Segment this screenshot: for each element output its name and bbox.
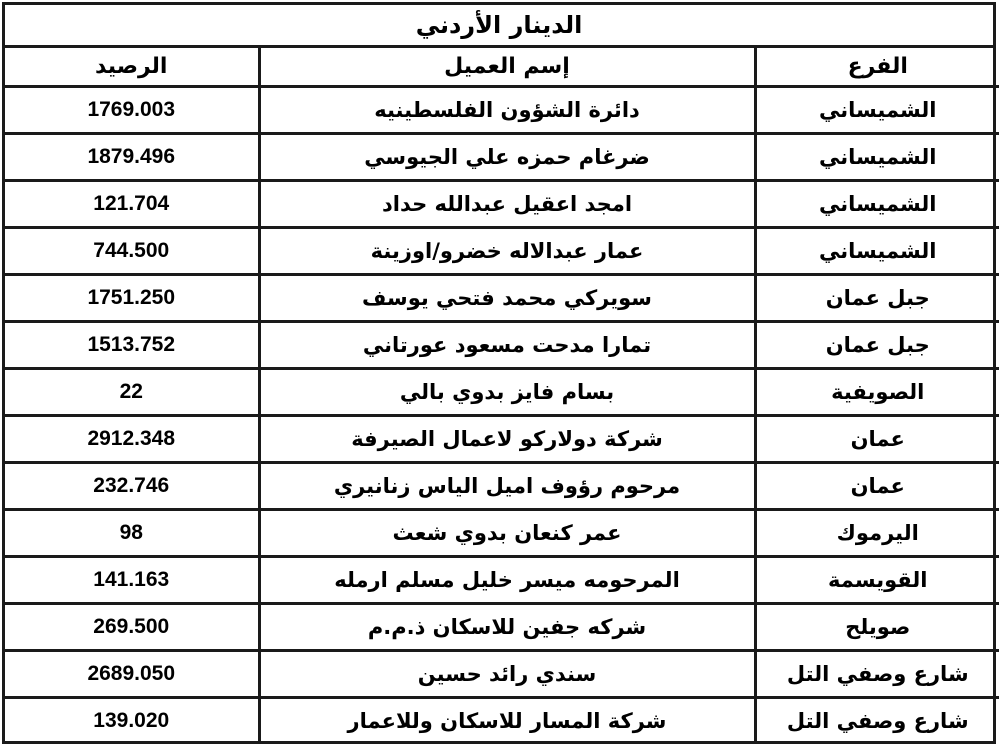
client-name-cell: تمارا مدحت مسعود عورتاني [259,322,755,369]
table-title: الدينار الأردني [5,5,993,48]
client-name-cell: سويركي محمد فتحي يوسف [259,275,755,322]
client-name-cell: دائرة الشؤون الفلسطينيه [259,87,755,134]
balance-cell: 141.163 [5,557,259,604]
balance-cell: 121.704 [5,181,259,228]
table-row [5,228,999,275]
table-row [5,698,999,744]
balance-cell: 139.020 [5,698,259,744]
balance-cell: 269.500 [5,604,259,651]
client-name-cell: سندي رائد حسين [259,651,755,698]
table-row [5,510,999,557]
branch-cell: شارع وصفي التل [755,651,999,698]
header-client-name: إسم العميل [259,48,755,87]
client-name-cell: مرحوم رؤوف اميل الياس زنانيري [259,463,755,510]
client-name-cell: بسام فايز بدوي بالي [259,369,755,416]
table-row [5,181,999,228]
branch-cell: عمان [755,416,999,463]
table-row [5,369,999,416]
balance-cell: 1513.752 [5,322,259,369]
balance-cell: 98 [5,510,259,557]
balance-cell: 1769.003 [5,87,259,134]
branch-cell: جبل عمان [755,322,999,369]
table-row [5,87,999,134]
balance-cell: 1751.250 [5,275,259,322]
header-branch: الفرع [755,48,999,87]
balance-cell: 2689.050 [5,651,259,698]
branch-cell: الشميساني [755,228,999,275]
table-row [5,275,999,322]
branch-cell: الصويفية [755,369,999,416]
branch-cell: اليرموك [755,510,999,557]
client-name-cell: شركة دولاركو لاعمال الصيرفة [259,416,755,463]
table-row [5,134,999,181]
header-row [5,48,999,87]
balance-cell: 22 [5,369,259,416]
branch-cell: صويلح [755,604,999,651]
table-row [5,322,999,369]
client-name-cell: عمار عبدالاله خضرو/اوزينة [259,228,755,275]
branch-cell: جبل عمان [755,275,999,322]
branch-cell: شارع وصفي التل [755,698,999,744]
balances-table [5,48,999,743]
balances-table-sheet [2,2,996,744]
balance-cell: 2912.348 [5,416,259,463]
client-name-cell: شركه جفين للاسكان ذ.م.م [259,604,755,651]
table-row [5,604,999,651]
client-name-cell: ضرغام حمزه علي الجيوسي [259,134,755,181]
client-name-cell: عمر كنعان بدوي شعث [259,510,755,557]
table-row [5,463,999,510]
branch-cell: الشميساني [755,134,999,181]
table-row [5,416,999,463]
branch-cell: القويسمة [755,557,999,604]
client-name-cell: المرحومه ميسر خليل مسلم ارمله [259,557,755,604]
balance-cell: 232.746 [5,463,259,510]
header-balance: الرصيد [5,48,259,87]
balance-cell: 1879.496 [5,134,259,181]
client-name-cell: شركة المسار للاسكان وللاعمار [259,698,755,744]
branch-cell: الشميساني [755,87,999,134]
balance-cell: 744.500 [5,228,259,275]
branch-cell: الشميساني [755,181,999,228]
table-row [5,557,999,604]
client-name-cell: امجد اعقيل عبدالله حداد [259,181,755,228]
branch-cell: عمان [755,463,999,510]
table-row [5,651,999,698]
